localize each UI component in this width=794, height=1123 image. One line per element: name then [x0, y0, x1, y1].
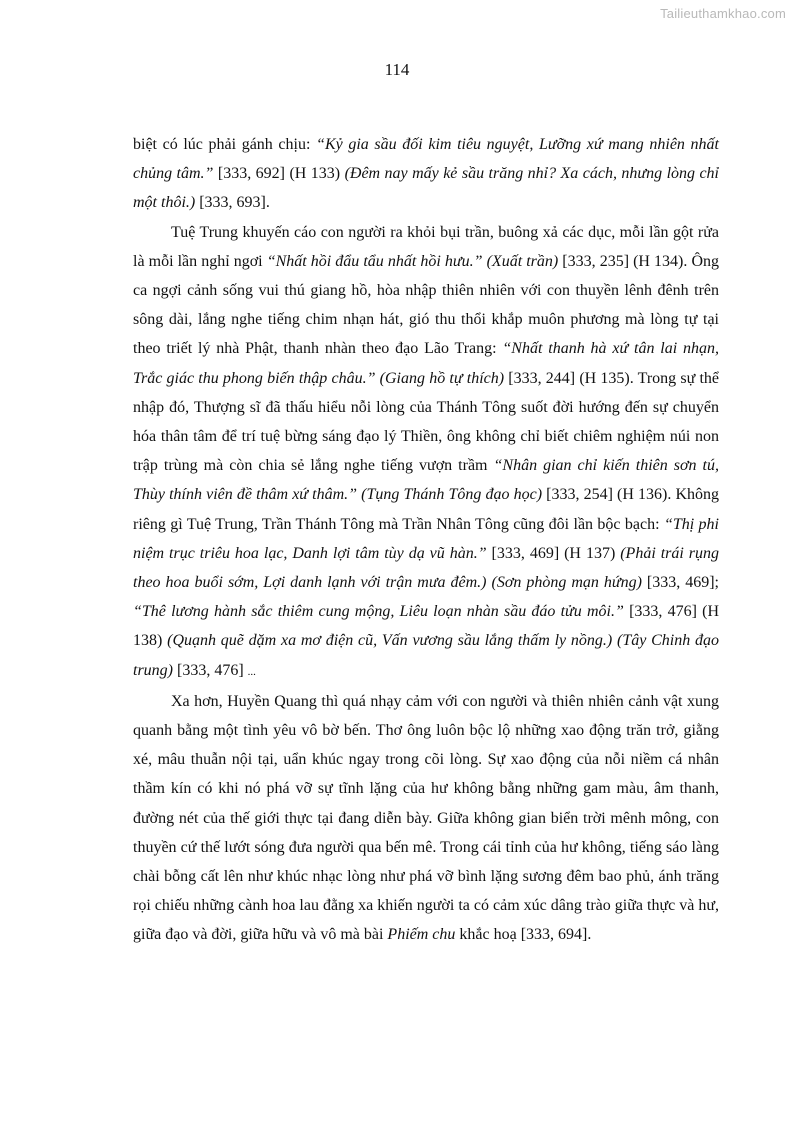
text-run: [333, 244] (H 135). Trong sự thể nhập đó, Thượng sĩ đã thấu hiểu nỗi lòng của Thánh Tông suốt đời hướng đến sự chuyển hóa thân tâm để trí tuệ bừng sáng đạo lý Thiền, ông không chỉ biết chiêm nghiệm núi non trập trùng mà còn chia sẻ lắng nghe tiếng vượn trầm — [133, 369, 720, 475]
italic-text: “Nhất hồi đẩu tẩu nhất hồi hưu.” (Xuất trần) — [266, 252, 559, 270]
text-run: [333, 469] (H 137) — [486, 544, 621, 562]
italic-text: “Thê lương hành sắc thiêm cung mộng, Liêu loạn nhàn sầu đáo tửu môi.” — [133, 603, 624, 621]
paragraph — [133, 687, 719, 950]
text-run: khắc hoạ [333, 694]. — [455, 926, 592, 944]
italic-text: (Đêm nay mấy kẻ sầu trăng nhỉ? Xa cách, nhưng lòng chỉ một thôi.) — [133, 165, 720, 212]
text-run: biệt có lúc phải gánh chịu: — [133, 136, 317, 153]
text-run: Xa hơn, Huyền Quang thì quá nhạy cảm với con người và thiên nhiên cảnh vật xung quanh bằng một tình yêu vô bờ bến. Thơ ông luôn bộc lộ những xao động trăn trở, giằng xé, mâu thuẫn nội tại, uẩn khúc ngay trong cõi lòng. Sự xao động của nỗi niềm cá nhân thầm kín có khi nó phá vỡ sự tĩnh lặng của hư không bằng những gam màu, âm thanh, đường nét của thế giới thực tại đang diễn bày. Giữa không gian biển trời mênh mông, con thuyền cứ thế lướt sóng đưa người qua bến mê. Trong cái tỉnh của hư không, tiếng sáo làng chài bỗng cất lên như khúc nhạc lòng như phá vỡ bình lặng sương đêm bao phủ, ánh trăng rọi chiếu những cành hoa lau đằng xa khiến người ta có cảm xúc dâng trào giữa thực và hư, giữa đạo và đời, giữa hữu và vô mà bài — [133, 692, 719, 944]
text-run: [333, 254] (H 136). Không riêng gì Tuệ Trung, Trần Thánh Tông mà Trần Nhân Tông cũng đôi lần bộc bạch: — [133, 486, 719, 533]
italic-text: “Nhân gian chỉ kiến thiên sơn tú, Thùy thính viên đề thâm xứ thâm.” (Tụng Thánh Tông đạo học) — [133, 457, 719, 504]
text-run: Tuệ Trung khuyến cáo con người ra khỏi bụi trần, buông xả các dục, mỗi lần gột rửa là mỗi lần nghỉ ngơi — [133, 223, 719, 270]
italic-text: “Thị phi niệm trục triêu hoa lạc, Danh lợi tâm tùy dạ vũ hàn.” — [133, 515, 720, 562]
text-run: [333, 476] (H 138) — [133, 603, 719, 650]
paragraph — [133, 130, 719, 218]
italic-text: (Quạnh quẽ dặm xa mơ điện cũ, Vấn vương sầu lắng thấm ly nồng.) (Tây Chinh đạo trung) — [133, 632, 720, 679]
text-run: ... — [247, 665, 256, 678]
paragraph — [133, 218, 719, 687]
italic-text: “Nhất thanh hà xứ tân lai nhạn, Trắc giác thu phong biến thập châu.” (Giang hồ tự thích) — [133, 340, 720, 387]
text-run: [333, 476] — [173, 661, 248, 679]
watermark: Tailieuthamkhao.com — [660, 6, 786, 21]
text-run: [333, 469]; — [641, 574, 719, 592]
italic-text: Phiếm chu — [387, 926, 456, 944]
text-run: [333, 692] (H 133) — [213, 165, 345, 183]
italic-text: (Phải trái rụng theo hoa buổi sớm, Lợi danh lạnh với trận mưa đêm.) (Sơn phòng mạn hứng) — [133, 544, 720, 592]
text-run: [333, 235] (H 134). Ông ca ngợi cảnh sống vui thú giang hồ, hòa nhập thiên nhiên với con thuyền lênh đênh trên sông dài, lắng nghe tiếng chim nhạn hát, gió thu thổi khắp muôn phương mà lòng tự tại theo triết lý nhà Phật, thanh nhàn theo đạo Lão Trang: — [133, 252, 719, 358]
text-run: [333, 693]. — [195, 194, 270, 212]
page-number: 114 — [384, 60, 410, 79]
italic-text: “Kỷ gia sầu đối kim tiêu nguyệt, Lưỡng xứ mang nhiên nhất chủng tâm.” — [133, 136, 720, 183]
body-text — [133, 130, 719, 950]
